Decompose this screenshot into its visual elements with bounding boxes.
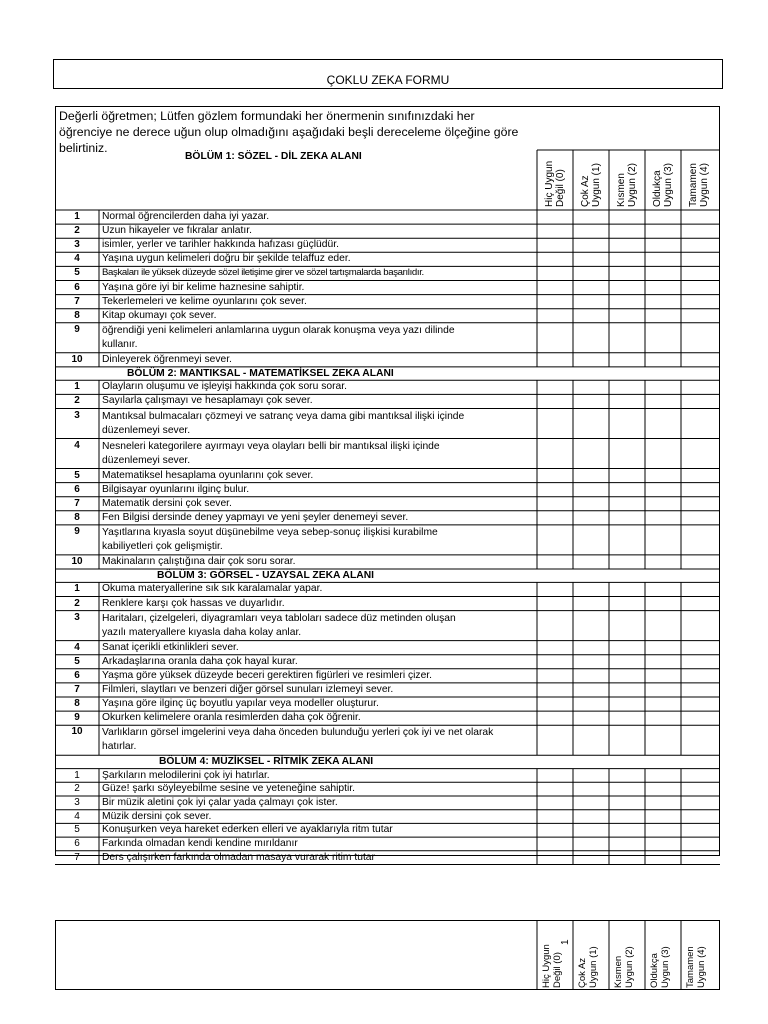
statement-text-continued: düzenlemeyi sever. (102, 424, 191, 436)
row-number: 1 (74, 381, 80, 393)
row-number: 2 (74, 225, 80, 237)
bottom-rating-label: Uygun (1) (588, 946, 599, 988)
statement-text-continued: yazılı materyallere kıyasla daha kolay anlar. (102, 626, 302, 638)
section-title: BÖLÜM 4: MÜZİKSEL - RİTMİK ZEKA ALANI (159, 756, 374, 768)
statement-text: Yaşına uygun kelimeleri doğru bir şekilde telaffuz eder. (102, 253, 351, 265)
rating-column-label: Uygun (4) (699, 163, 710, 207)
statement-text: Yaşına göre iyi bir kelime haznesine sahiptir. (102, 281, 305, 293)
statement-text: Sayılarla çalışmayı ve hesaplamayı çok sever. (102, 395, 313, 407)
bottom-rating-label: Hiç Uygun (541, 944, 552, 988)
row-number: 4 (74, 253, 80, 265)
row-number: 9 (74, 712, 80, 724)
row-number: 2 (74, 395, 80, 407)
statement-text: Dinleyerek öğrenmeyi sever. (102, 353, 232, 365)
row-number: 8 (74, 511, 80, 523)
row-number: 6 (74, 669, 80, 681)
row-number: 3 (74, 611, 80, 623)
statement-text: Kitap okumayı çok sever. (102, 309, 217, 321)
statement-text: Uzun hikayeler ve fıkralar anlatır. (102, 225, 252, 237)
statement-text: Sanat içerikli etkinlikleri sever. (102, 641, 239, 653)
row-number: 10 (71, 353, 83, 365)
row-number: 4 (74, 641, 80, 653)
statement-text: Farkında olmadan kendi kendine mırıldanır (102, 838, 298, 850)
statement-text: Haritaları, çizelgeleri, diyagramları veya tabloları sadece düz metinden oluşan (102, 612, 456, 624)
statement-text: Matematiksel hesaplama oyunlarını çok sever. (102, 469, 314, 481)
statement-text: Şarkıların melodilerini çok iyi hatırlar. (102, 769, 270, 781)
bottom-rating-label: Uygun (2) (624, 946, 635, 988)
row-number: 3 (74, 239, 80, 251)
statement-text: Normal öğrencilerden daha iyi yazar. (102, 211, 270, 222)
row-number: 6 (74, 838, 80, 850)
row-number: 4 (74, 810, 80, 822)
statement-text: Konuşurken veya hareket ederken elleri ve ayaklarıyla ritm tutar (102, 824, 393, 836)
statement-text: öğrendiği yeni kelimeleri anlamlarına uygun olarak konuşma veya yazı dilinde (102, 324, 455, 336)
rating-column-label: Değil (0) (555, 169, 566, 207)
rating-column-label: Oldukça (652, 170, 663, 207)
row-number: 10 (71, 555, 83, 567)
bottom-rating-label: Uygun (3) (660, 946, 671, 988)
form-title: ÇOKLU ZEKA FORMU (326, 73, 450, 87)
statement-text: Yaşma göre yüksek düzeyde beceri gerektiren figürleri ve resimleri çizer. (102, 669, 433, 681)
row-number: 6 (74, 281, 80, 293)
row-number: 4 (74, 439, 80, 451)
bottom-rating-label: Tamamen (685, 946, 696, 988)
row-number: 5 (74, 824, 80, 836)
intro-text: Değerli öğretmen; Lütfen gözlem formundaki her önermenin sınıfınızdaki her öğrenciye ne derece uğun olup olmadığını aşağıdaki beşli dereceleme ölçeğine göre belirtiniz. (59, 109, 519, 155)
row-number: 9 (74, 525, 80, 537)
row-number: 2 (74, 597, 80, 609)
statement-text: Arkadaşlarına oranla daha çok hayal kurar. (102, 655, 298, 667)
section-title: BÖLÜM 1: SÖZEL - DİL ZEKA ALANI (185, 151, 362, 162)
row-number: 5 (74, 655, 80, 667)
bottom-rating-label: Oldukça (649, 953, 660, 988)
statement-text: isimler, yerler ve tarihler hakkında hafızası güçlüdür. (102, 239, 339, 251)
statement-text: Müzik dersini çok sever. (102, 810, 212, 822)
statement-text: Tekerlemeleri ve kelime oyunlarını çok sever. (102, 295, 307, 307)
row-number: 6 (74, 483, 80, 495)
statement-text: Ders çalışırken farkında olmadan masaya vurarak ritim tutar (102, 851, 375, 863)
statement-text: Filmleri, slaytları ve benzeri diğer görsel sunuları izlemeyi sever. (102, 683, 394, 695)
row-number: 1 (74, 211, 80, 222)
bottom-extra-label: 1 (560, 939, 571, 945)
bottom-rating-label: Kısmen (613, 955, 624, 988)
statement-text: Bilgisayar oyunlarını ilginç bulur. (102, 483, 250, 495)
statement-text: Bir müzik aletini çok iyi çalar yada çalmayı çok ister. (102, 797, 338, 808)
statement-text: Renklere karşı çok hassas ve duyarlıdır. (102, 597, 285, 609)
rating-column-label: Uygun (1) (591, 163, 602, 207)
rating-column-label: Kısmen (616, 173, 627, 207)
rating-column-label: Uygun (2) (627, 163, 638, 207)
statement-text: Yaşına göre ilginç üç boyutlu yapılar veya modeller oluşturur. (102, 698, 379, 709)
statement-text-continued: kabiliyetleri çok gelişmiştir. (102, 540, 223, 552)
statement-text-continued: hatırlar. (102, 741, 137, 753)
bottom-rating-label: Uygun (4) (696, 946, 707, 988)
row-number: 1 (74, 583, 80, 595)
row-number: 8 (74, 309, 80, 321)
statement-text: Okuma materyallerine sık sık karalamalar yapar. (102, 583, 323, 595)
statement-text: Olayların oluşumu ve işleyişi hakkında çok soru sorar. (102, 381, 347, 393)
row-number: 1 (74, 769, 80, 781)
rating-column-label: Tamamen (688, 163, 699, 207)
row-number: 2 (74, 783, 80, 795)
statement-text: Güze! şarkı söyleyebilme sesine ve yeteneğine sahiptir. (102, 783, 355, 795)
statement-text: Nesneleri kategorilere ayırmayı veya olayları belli bir mantıksal ilişki içinde (102, 440, 440, 452)
row-number: 3 (74, 797, 80, 808)
section-title: BÖLÜM 3: GÖRSEL - UZAYSAL ZEKA ALANI (157, 570, 375, 581)
row-number: 5 (74, 469, 80, 481)
statement-text: Makinaların çalıştığına dair çok soru sorar. (102, 555, 296, 567)
statement-text: Yaşıtlarına kıyasla soyut düşünebilme veya sebep-sonuç ilişkisi kurabilme (102, 526, 438, 538)
row-number: 7 (74, 851, 80, 863)
row-number: 8 (74, 698, 80, 709)
bottom-rating-label: Çok Az (577, 957, 588, 988)
row-number: 10 (71, 726, 83, 738)
statement-text: Varlıkların görsel imgelerini veya daha önceden bulunduğu yerleri çok iyi ve net olarak (102, 727, 494, 739)
row-number: 7 (74, 295, 80, 307)
statement-text: Fen Bilgisi dersinde deney yapmayı ve yeni şeyler denemeyi sever. (102, 511, 409, 523)
row-number: 3 (74, 409, 80, 421)
statement-text: Başkaları ile yüksek düzeyde sözel iletişime girer ve sözel tartışmalarda başarılıdır. (102, 267, 424, 279)
statement-text-continued: kullanır. (102, 338, 138, 350)
row-number: 7 (74, 683, 80, 695)
statement-text: Okurken kelimelere oranla resimlerden daha çok öğrenir. (102, 712, 361, 724)
section-title: BÖLÜM 2: MANTIKSAL - MATEMATİKSEL ZEKA ALANI (127, 367, 394, 379)
statement-text-continued: düzenlemeyi sever. (102, 454, 191, 466)
bottom-rating-label: Değil (0) (552, 952, 563, 988)
row-number: 7 (74, 497, 80, 509)
rating-column-label: Çok Az (580, 175, 591, 207)
rating-column-label: Hiç Uygun (544, 160, 555, 207)
rating-column-label: Uygun (3) (663, 163, 674, 207)
statement-text: Matematik dersini çok sever. (102, 497, 232, 509)
statement-text: Mantıksal bulmacaları çözmeyi ve satranç veya dama gibi mantıksal ilişki içinde (102, 410, 465, 422)
row-number: 5 (74, 267, 80, 279)
row-number: 9 (74, 323, 80, 335)
